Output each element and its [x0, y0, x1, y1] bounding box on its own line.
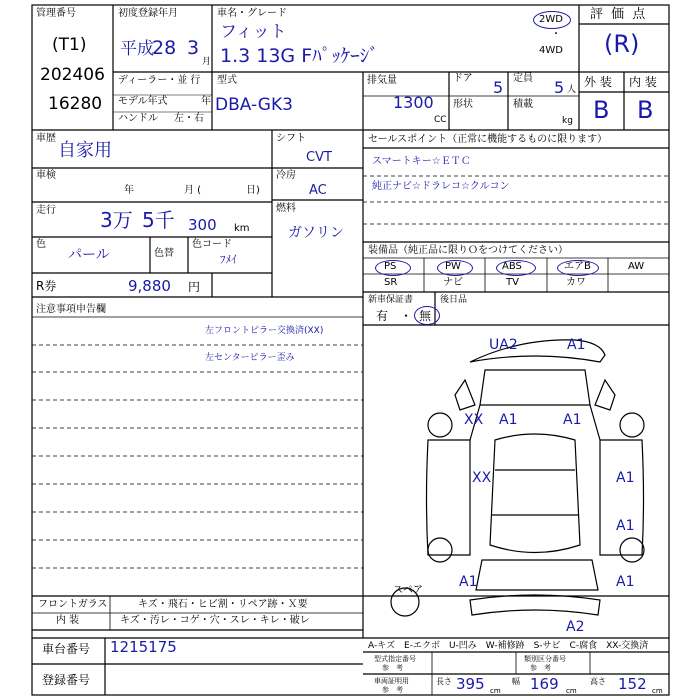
haiki: 1300 [393, 93, 434, 112]
keijo-label: 形状 [453, 99, 473, 110]
width-value: 169 [530, 675, 559, 693]
teiin-label: 定員 [513, 73, 533, 84]
notes-line-1: 左フロントピラー交換済(XX) [205, 326, 324, 336]
shodo-year: 28 [152, 37, 177, 59]
car-diagram [391, 337, 644, 616]
month-unit: 月 [202, 57, 212, 67]
warranty-mu: 無 [419, 309, 432, 323]
damage-mark: A1 [616, 470, 635, 486]
cert-label: 車両証明用 [374, 677, 409, 685]
shaken-day-unit: 日) [246, 185, 260, 196]
shaken-label: 車検 [36, 170, 56, 181]
sekisai-label: 積載 [513, 99, 533, 110]
interior-value: キズ・汚レ・コゲ・穴・スレ・キレ・破レ [120, 615, 310, 626]
height-label: 高さ [590, 677, 606, 686]
handle-label: ハンドル [118, 113, 158, 124]
damage-mark: A1 [567, 337, 586, 353]
chassis-number: 1215175 [110, 638, 177, 656]
equip-leather: カワ [566, 277, 586, 288]
era: 平成 [120, 39, 154, 59]
hyoka-label: 評 価 点 [590, 7, 648, 22]
teiin: 5 [554, 78, 565, 97]
chassis-label: 車台番号 [42, 642, 91, 656]
reibo: AC [309, 183, 327, 198]
naiso-label: 内 装 [629, 75, 657, 89]
shift-label: シフト [276, 133, 306, 144]
shaken-month-unit: 月 ( [184, 185, 202, 196]
r-ken-label: R券 [36, 279, 57, 293]
warranty-label: 新車保証書 [368, 295, 414, 305]
katashiki: DBA-GK3 [215, 95, 293, 115]
shitei-label: 型式指定番号 [374, 655, 416, 663]
notes-line-2: 左センターピラー歪み [205, 353, 295, 363]
door-label: ドア [453, 73, 473, 84]
naiso-value: B [637, 96, 654, 124]
length-unit: cm [490, 687, 501, 695]
warranty-yu: 有 [376, 309, 389, 323]
equip-airbag: エアB [564, 261, 591, 272]
shodo-label: 初度登録年月 [118, 8, 178, 19]
color-code-label: 色コード [192, 239, 232, 250]
shitei-sub: 参 考 [382, 664, 403, 672]
iro-label: 色 [36, 239, 46, 250]
length-label: 長さ [436, 677, 452, 686]
ruibetsu-label: 類別区分番号 [524, 655, 566, 663]
sales-line-1: スマートキー☆ＥＴＣ [372, 156, 471, 167]
warranty-mu-circle [414, 306, 440, 325]
equipment-label: 装備品（純正品に限りＯをつけてください） [368, 245, 568, 256]
shaken-type-label: 車歴 [36, 133, 56, 144]
nenryo-label: 燃料 [276, 203, 296, 214]
sekisai-unit: kg [562, 116, 573, 126]
model-year-unit: 年 [201, 96, 211, 107]
equip-pw: PW [445, 261, 461, 272]
model-year-label: モデル年式 [118, 96, 168, 107]
door: 5 [493, 78, 504, 97]
notes-label: 注意事項申告欄 [36, 304, 106, 315]
ryohin-label: 後日品 [440, 295, 468, 305]
damage-legend: A-キズ E-エクボ U-凹み W-補修跡 S-サビ C-腐食 XX-交換済 [368, 641, 649, 651]
interior-label: 内 装 [56, 615, 80, 626]
width-unit: cm [566, 687, 577, 695]
height-value: 152 [618, 675, 647, 693]
grade: 1.3 13G Fﾊﾟｯｹｰｼﾞ [220, 45, 379, 67]
dealer-label: ディーラー・並 行 [118, 75, 201, 86]
equip-aw: AW [628, 261, 645, 272]
shift: CVT [306, 150, 332, 165]
reg-label: 登録番号 [42, 673, 91, 687]
equip-abs-circle [496, 260, 536, 276]
r-ken: 9,880 [128, 277, 171, 295]
shaken-type: 自家用 [58, 140, 112, 161]
soko-label: 走行 [36, 205, 56, 216]
length-value: 395 [456, 675, 485, 693]
color-code: ﾌﾒｲ [220, 253, 237, 266]
drive-2wd-circle [533, 11, 571, 29]
damage-mark: A1 [616, 518, 635, 534]
width-label: 幅 [512, 677, 520, 686]
equip-abs: ABS [502, 261, 522, 272]
drive-4wd: 4WD [539, 45, 563, 56]
equip-pw-circle [437, 260, 473, 276]
damage-mark: A1 [616, 574, 635, 590]
kanri-number-2: 16280 [48, 94, 103, 114]
front-glass-label: フロントガラス [38, 599, 108, 610]
iro: パール [68, 247, 110, 263]
equip-ps: PS [384, 261, 397, 272]
handle-value: 左・右 [174, 113, 204, 124]
gaiso-label: 外 装 [584, 75, 612, 89]
irogae-label: 色替 [154, 248, 174, 259]
kanri-label: 管理番号 [36, 8, 76, 19]
damage-mark: A2 [566, 619, 585, 635]
equip-airbag-circle [557, 260, 599, 276]
damage-mark: A1 [499, 412, 518, 428]
equip-tv: TV [506, 277, 519, 288]
equip-sr: SR [384, 277, 398, 288]
damage-mark: A1 [459, 574, 478, 590]
nenryo: ガソリン [288, 225, 344, 241]
damage-mark: XX [472, 470, 492, 486]
damage-mark: XX [464, 412, 484, 428]
kanri-code: (T1) [52, 35, 87, 55]
sales-line-2: 純正ナビ☆ドラレコ☆クルコン [372, 181, 510, 192]
front-glass-value: キズ・飛石・ヒビ割・リペア跡・Ｘ要 [138, 599, 308, 610]
soko-man: 3万 [100, 208, 133, 232]
drive-dot: ・ [551, 29, 561, 40]
equip-ps-circle [375, 260, 411, 276]
soko-sen: 5千 [142, 208, 175, 232]
hyoka-value: (R) [604, 30, 640, 58]
haiki-label: 排気量 [367, 75, 397, 86]
soko-unit: km [234, 223, 250, 234]
warranty-dot: ・ [400, 309, 413, 323]
reibo-label: 冷房 [276, 170, 296, 181]
katashiki-label: 型式 [217, 75, 237, 86]
teiin-unit: 人 [567, 85, 577, 95]
cert-sub: 参 考 [382, 686, 403, 694]
car-label: 車名・グレード [217, 8, 287, 19]
shaken-year-unit: 年 [124, 185, 134, 196]
damage-mark: A1 [563, 412, 582, 428]
sales-label: セールスポイント（正常に機能するものに限ります） [368, 134, 608, 145]
height-unit: cm [652, 687, 663, 695]
car-name: フィット [220, 22, 287, 42]
drive-2wd: 2WD [539, 14, 563, 25]
kanri-number-1: 202406 [40, 65, 105, 85]
haiki-unit: CC [434, 115, 447, 125]
gaiso-value: B [593, 96, 610, 124]
spare-label: スペア [393, 585, 423, 596]
damage-mark: UA2 [489, 337, 518, 353]
shodo-month: 3 [187, 37, 200, 59]
soko-rest: 300 [188, 216, 217, 234]
equip-navi: ナビ [443, 277, 463, 288]
r-ken-unit: 円 [188, 280, 201, 294]
ruibetsu-sub: 参 考 [530, 664, 551, 672]
